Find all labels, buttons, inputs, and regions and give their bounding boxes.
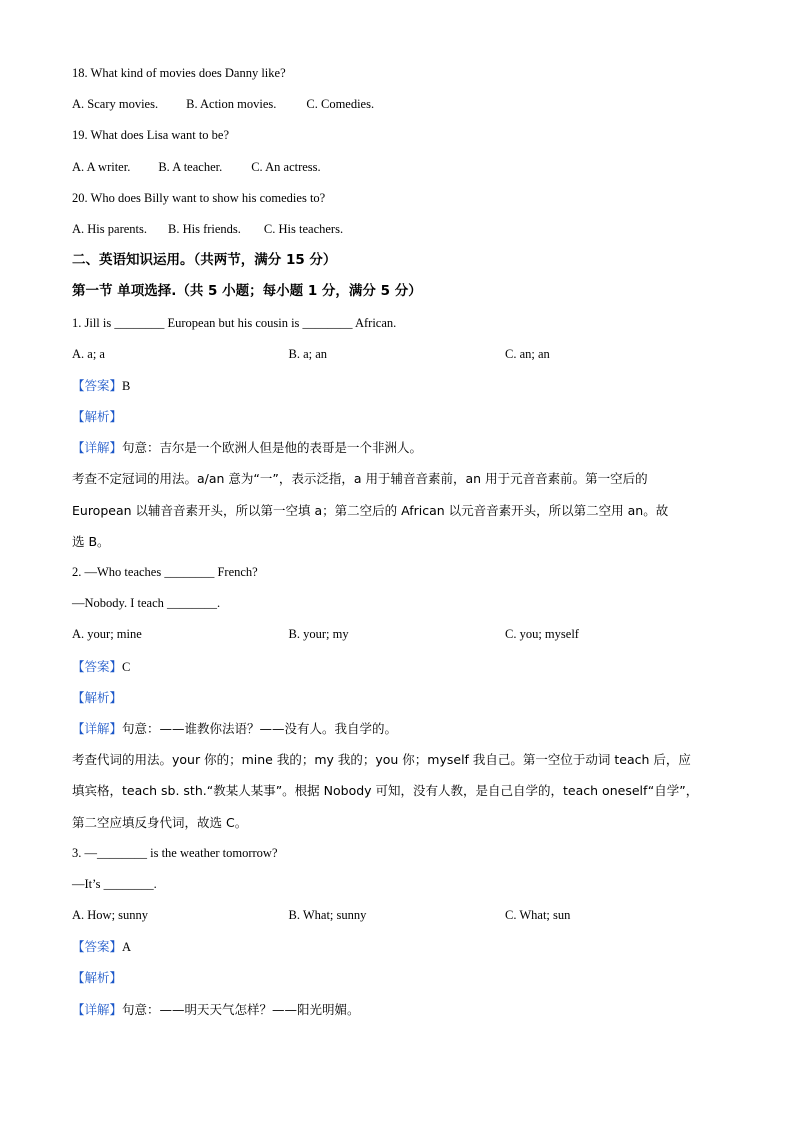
item-3-analysis — [72, 962, 732, 993]
option-a: A. How; sunny — [72, 908, 149, 923]
option-a: A. your; mine — [72, 627, 142, 642]
analysis-label: 【解析】 — [72, 970, 123, 986]
question-18-options — [72, 89, 732, 120]
item-3-question: 3. —________ is the weather tomorrow? — [72, 845, 278, 860]
item-2-detail-line: 第二空应填反身代词，故选 C。 — [72, 814, 248, 830]
answer-label: 【答案】 — [72, 658, 123, 674]
option-b: B. your; my — [288, 627, 349, 642]
answer-label: 【答案】 — [72, 377, 123, 393]
item-1-question: 1. Jill is ________ European but his cousin is ________ African. — [72, 315, 397, 330]
option-b: B. A teacher. — [158, 159, 223, 174]
option-c: C. an; an — [505, 346, 550, 361]
item-1-analysis — [72, 401, 732, 432]
option-c: C. you; myself — [505, 627, 579, 642]
item-2-detail-line: 考查代词的用法。your 你的；mine 我的；my 我的；you 你；myself 我自己。第一空位于动词 teach 后，应 — [72, 752, 691, 768]
option-c: C. His teachers. — [263, 221, 344, 236]
option-a: A. His parents. — [72, 221, 147, 236]
detail-label: 【详解】 — [72, 1001, 123, 1017]
item-2-question-reply: —Nobody. I teach ________. — [72, 596, 221, 611]
answer-value: C — [122, 659, 131, 674]
item-1-options — [72, 339, 732, 370]
option-c: C. What; sun — [505, 908, 571, 923]
answer-value: B — [122, 378, 131, 393]
option-a: A. Scary movies. — [72, 97, 159, 112]
item-1-answer — [72, 370, 732, 401]
option-c: C. Comedies. — [306, 97, 375, 112]
item-3-question-reply: —It’s ________. — [72, 876, 157, 891]
option-b: B. What; sunny — [288, 908, 367, 923]
option-c: C. An actress. — [251, 159, 321, 174]
item-2-detail-line: 【详解】句意：——谁教你法语？——没有人。我自学的。 — [72, 720, 398, 736]
question-19-options — [72, 152, 732, 183]
item-2-question: 2. —Who teaches ________ French? — [72, 565, 258, 579]
section-title: 二、英语知识运用。（共两节，满分 15 分） — [72, 252, 337, 269]
subsection-title: 第一节 单项选择.（共 5 小题；每小题 1 分，满分 5 分） — [72, 283, 422, 300]
question-18: 18. What kind of movies does Danny like? — [72, 66, 286, 80]
option-b: B. a; an — [288, 346, 328, 361]
option-b: B. Action movies. — [186, 97, 277, 112]
option-a: A. A writer. — [72, 159, 131, 174]
item-2-options — [72, 619, 732, 650]
item-1-detail-line: 选 B。 — [72, 533, 110, 549]
detail-label: 【详解】 — [72, 720, 123, 736]
question-20-options — [72, 214, 732, 245]
item-2-answer — [72, 651, 732, 682]
detail-label: 【详解】 — [72, 440, 123, 456]
answer-label: 【答案】 — [72, 939, 123, 955]
analysis-label: 【解析】 — [72, 409, 123, 425]
item-1-detail-line: European 以辅音音素开头，所以第一空填 a；第二空后的 African 以元音音素开头，所以第二空用 an。故 — [72, 502, 669, 518]
question-19: 19. What does Lisa want to be? — [72, 128, 230, 143]
item-3-detail-line: 【详解】句意：——明天天气怎样？——阳光明媚。 — [72, 1001, 360, 1017]
item-1-detail-line: 【详解】句意：吉尔是一个欧洲人但是他的表哥是一个非洲人。 — [72, 440, 423, 456]
item-3-options — [72, 900, 732, 931]
question-20: 20. Who does Billy want to show his comedies to? — [72, 190, 326, 205]
item-2-analysis — [72, 682, 732, 713]
document-page — [72, 58, 732, 1025]
item-3-answer — [72, 931, 732, 962]
option-a: A. a; a — [72, 346, 105, 361]
answer-value: A — [122, 940, 132, 955]
item-1-detail-line: 考查不定冠词的用法。a/an 意为“一”，表示泛指，a 用于辅音音素前，an 用于元音音素前。第一空后的 — [72, 471, 648, 487]
option-b: B. His friends. — [168, 221, 241, 236]
item-2-detail-line: 填宾格，teach sb. sth.“教某人某事”。根据 Nobody 可知，没有人教，是自己自学的，teach oneself“自学”， — [72, 783, 699, 799]
analysis-label: 【解析】 — [72, 689, 123, 705]
